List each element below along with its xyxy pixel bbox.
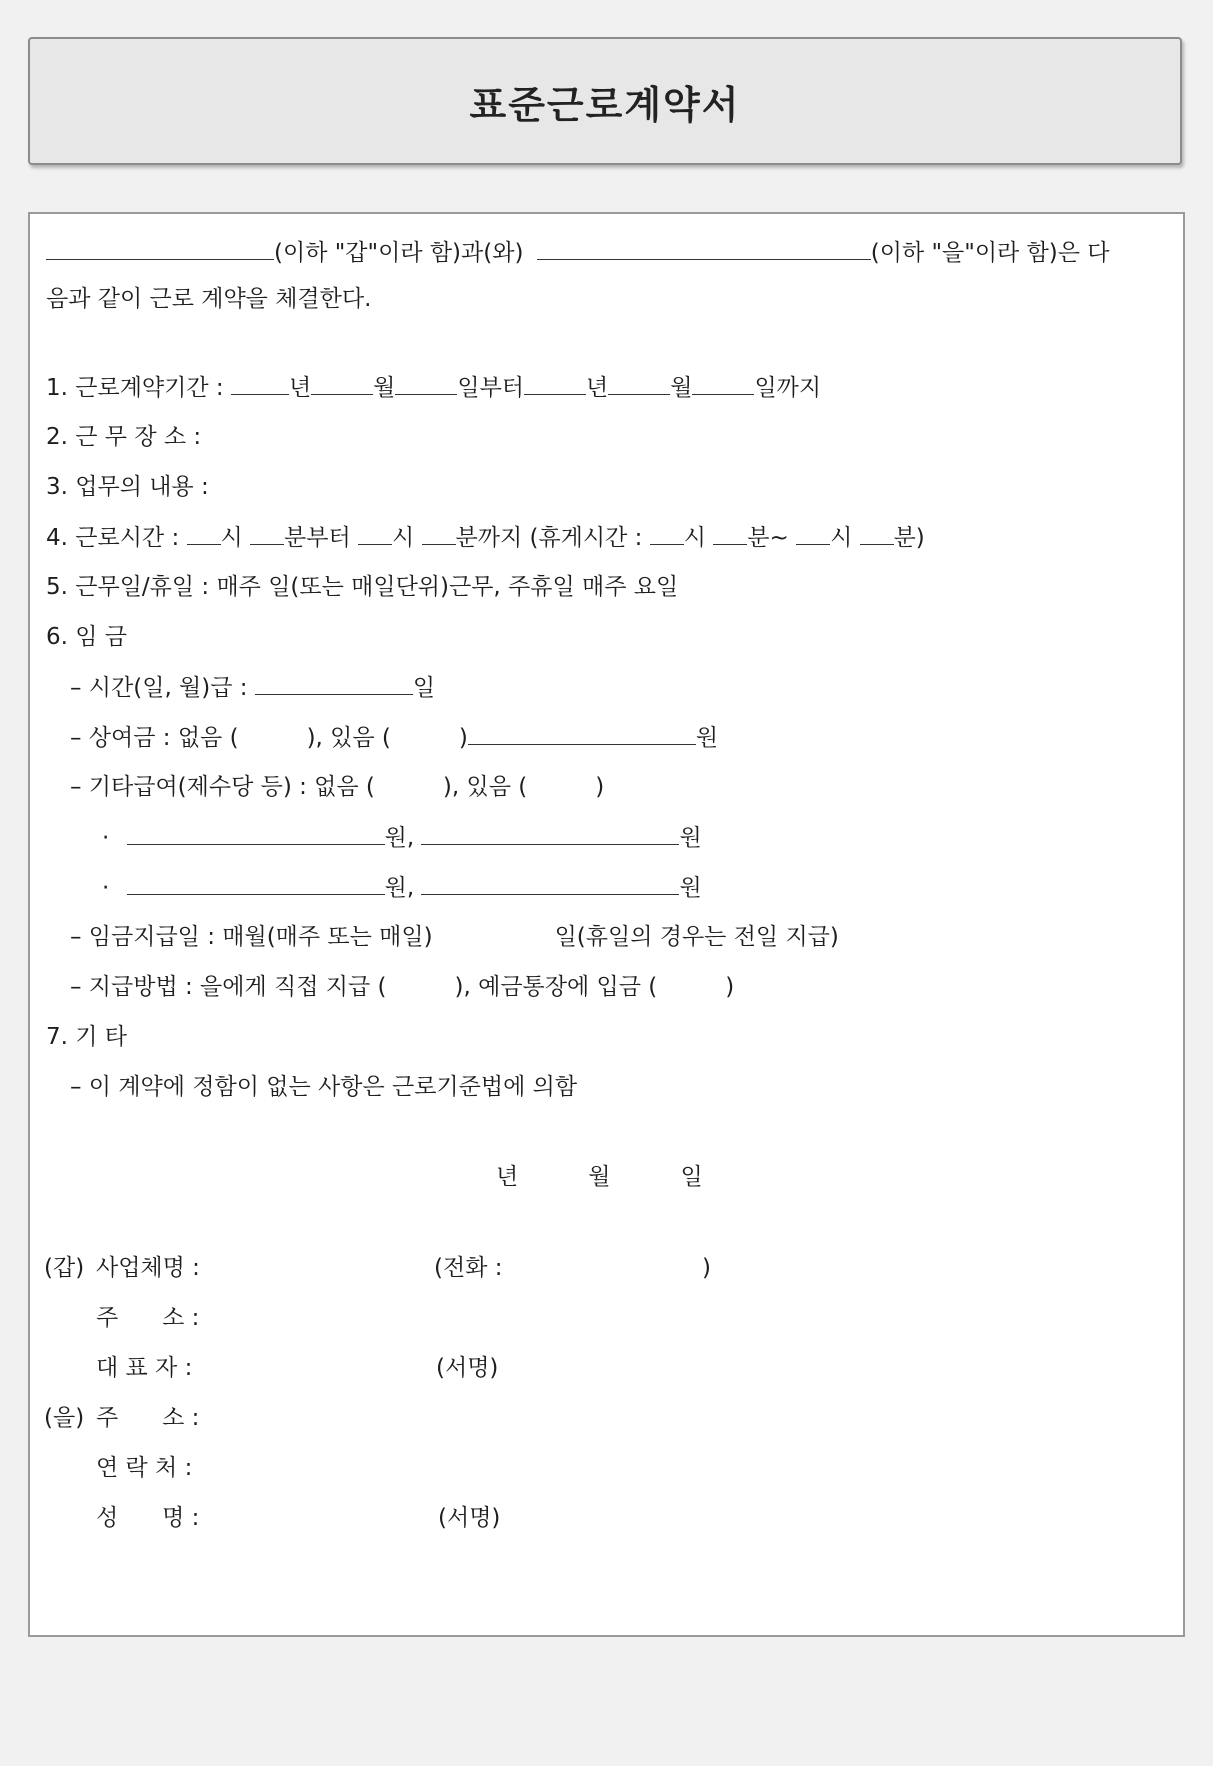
employee-address-label: 주 소 :: [96, 1405, 200, 1431]
hourly-blank[interactable]: [255, 672, 413, 695]
date-year: 년: [496, 1164, 519, 1190]
blank[interactable]: [395, 372, 457, 395]
blank[interactable]: [713, 522, 747, 545]
bullet: ·: [102, 875, 110, 901]
bullet: ·: [102, 825, 110, 851]
unit-hour: 시: [830, 525, 853, 551]
intro-line-1: [46, 237, 1110, 267]
won-unit: 원,: [384, 875, 415, 901]
allowance-blank[interactable]: [421, 822, 679, 845]
blank[interactable]: [187, 522, 221, 545]
unit-minute: 분~: [747, 525, 789, 551]
unit-month: 월: [670, 375, 693, 401]
blank[interactable]: [250, 522, 284, 545]
bonus-amount-blank[interactable]: [468, 722, 696, 745]
other-allowance-row: [102, 822, 702, 852]
item-workplace: 2. 근 무 장 소 :: [46, 424, 202, 450]
blank[interactable]: [860, 522, 894, 545]
method-direct: – 지급방법 : 을에게 직접 지급 (: [70, 974, 387, 1000]
item-workdays: 5. 근무일/휴일 : 매주 일(또는 매일단위)근무, 주휴일 매주 요일: [46, 574, 679, 600]
won-unit: 원,: [384, 825, 415, 851]
method-paren: ): [725, 974, 735, 1000]
unit-hour: 시: [392, 525, 415, 551]
unit-day-from: 일부터: [457, 375, 525, 401]
employer-prefix: (갑): [44, 1255, 85, 1281]
item1-label: 1. 근로계약기간 :: [46, 375, 224, 401]
employer-company-label: 사업체명 :: [96, 1255, 200, 1281]
item-working-hours: [46, 522, 925, 552]
contract-body: [28, 212, 1185, 1637]
unit-hour: 시: [683, 525, 706, 551]
unit-minute: 분까지 (휴게시간 :: [455, 525, 643, 551]
bonus-unit: 원: [695, 725, 719, 751]
employer-signature: (서명): [436, 1355, 499, 1381]
employer-address-label: 주 소 :: [96, 1305, 200, 1331]
won-unit: 원: [679, 825, 702, 851]
blank[interactable]: [692, 372, 754, 395]
wage-other: [70, 772, 604, 802]
date-month: 월: [588, 1164, 611, 1190]
employer-name-blank[interactable]: [46, 237, 274, 260]
unit-minute: 분부터: [284, 525, 351, 551]
intro-text-2: (이하 "을"이라 함)은 다: [870, 240, 1110, 266]
allowance-blank[interactable]: [127, 872, 385, 895]
item-other-text: – 이 계약에 정함이 없는 사항은 근로기준법에 의함: [70, 1074, 578, 1100]
blank[interactable]: [231, 372, 289, 395]
payday-note: 일(휴일의 경우는 전일 지급): [554, 924, 839, 950]
other-exists: ), 있음 (: [442, 774, 528, 800]
item-other: 7. 기 타: [46, 1024, 128, 1050]
intro-line-2: 음과 같이 근로 계약을 체결한다.: [46, 286, 372, 312]
bonus-paren: ): [458, 725, 468, 751]
other-allowance-row: [102, 872, 702, 902]
item-contract-period: [46, 372, 821, 402]
wage-bonus: [70, 722, 718, 752]
blank[interactable]: [796, 522, 830, 545]
allowance-blank[interactable]: [127, 822, 385, 845]
method-bank: ), 예금통장에 입금 (: [454, 974, 658, 1000]
wage-method: [70, 972, 734, 1002]
document-title: 표준근로계약서: [469, 82, 741, 127]
won-unit: 원: [679, 875, 702, 901]
item-duties: 3. 업무의 내용 :: [46, 474, 209, 500]
blank[interactable]: [358, 522, 392, 545]
employee-prefix: (을): [44, 1405, 85, 1431]
allowance-blank[interactable]: [421, 872, 679, 895]
employer-phone-label: (전화 :: [434, 1255, 503, 1281]
bonus-none: – 상여금 : 없음 (: [70, 725, 239, 751]
title-header: [28, 37, 1182, 165]
other-paren: ): [595, 774, 605, 800]
wage-payday: [70, 922, 839, 952]
intro-text-1: (이하 "갑"이라 함)과(와): [274, 240, 524, 266]
hourly-label: – 시간(일, 월)급 :: [70, 675, 248, 701]
blank[interactable]: [422, 522, 456, 545]
contract-date: [496, 1162, 703, 1192]
unit-hour: 시: [220, 525, 243, 551]
employer-rep-label: 대 표 자 :: [96, 1355, 193, 1381]
employee-name-label: 성 명 :: [96, 1505, 200, 1531]
unit-year: 년: [586, 375, 609, 401]
blank[interactable]: [650, 522, 684, 545]
wage-hourly: [70, 672, 435, 702]
item4-label: 4. 근로시간 :: [46, 525, 180, 551]
employee-contact-label: 연 락 처 :: [96, 1455, 193, 1481]
blank[interactable]: [608, 372, 670, 395]
unit-year: 년: [288, 375, 312, 401]
employee-signature: (서명): [438, 1505, 501, 1531]
employer-phone-close: ): [702, 1255, 711, 1281]
date-day: 일: [680, 1164, 703, 1190]
hourly-unit: 일: [412, 675, 436, 701]
payday-label: – 임금지급일 : 매월(매주 또는 매일): [70, 924, 433, 950]
blank[interactable]: [524, 372, 586, 395]
other-none: – 기타급여(제수당 등) : 없음 (: [70, 774, 375, 800]
bonus-exists: ), 있음 (: [306, 725, 391, 751]
blank[interactable]: [311, 372, 373, 395]
unit-minute: 분): [893, 525, 925, 551]
item-wage: 6. 임 금: [46, 624, 128, 650]
unit-month: 월: [373, 375, 396, 401]
unit-day-until: 일까지: [754, 375, 822, 401]
employee-name-blank[interactable]: [537, 237, 871, 260]
